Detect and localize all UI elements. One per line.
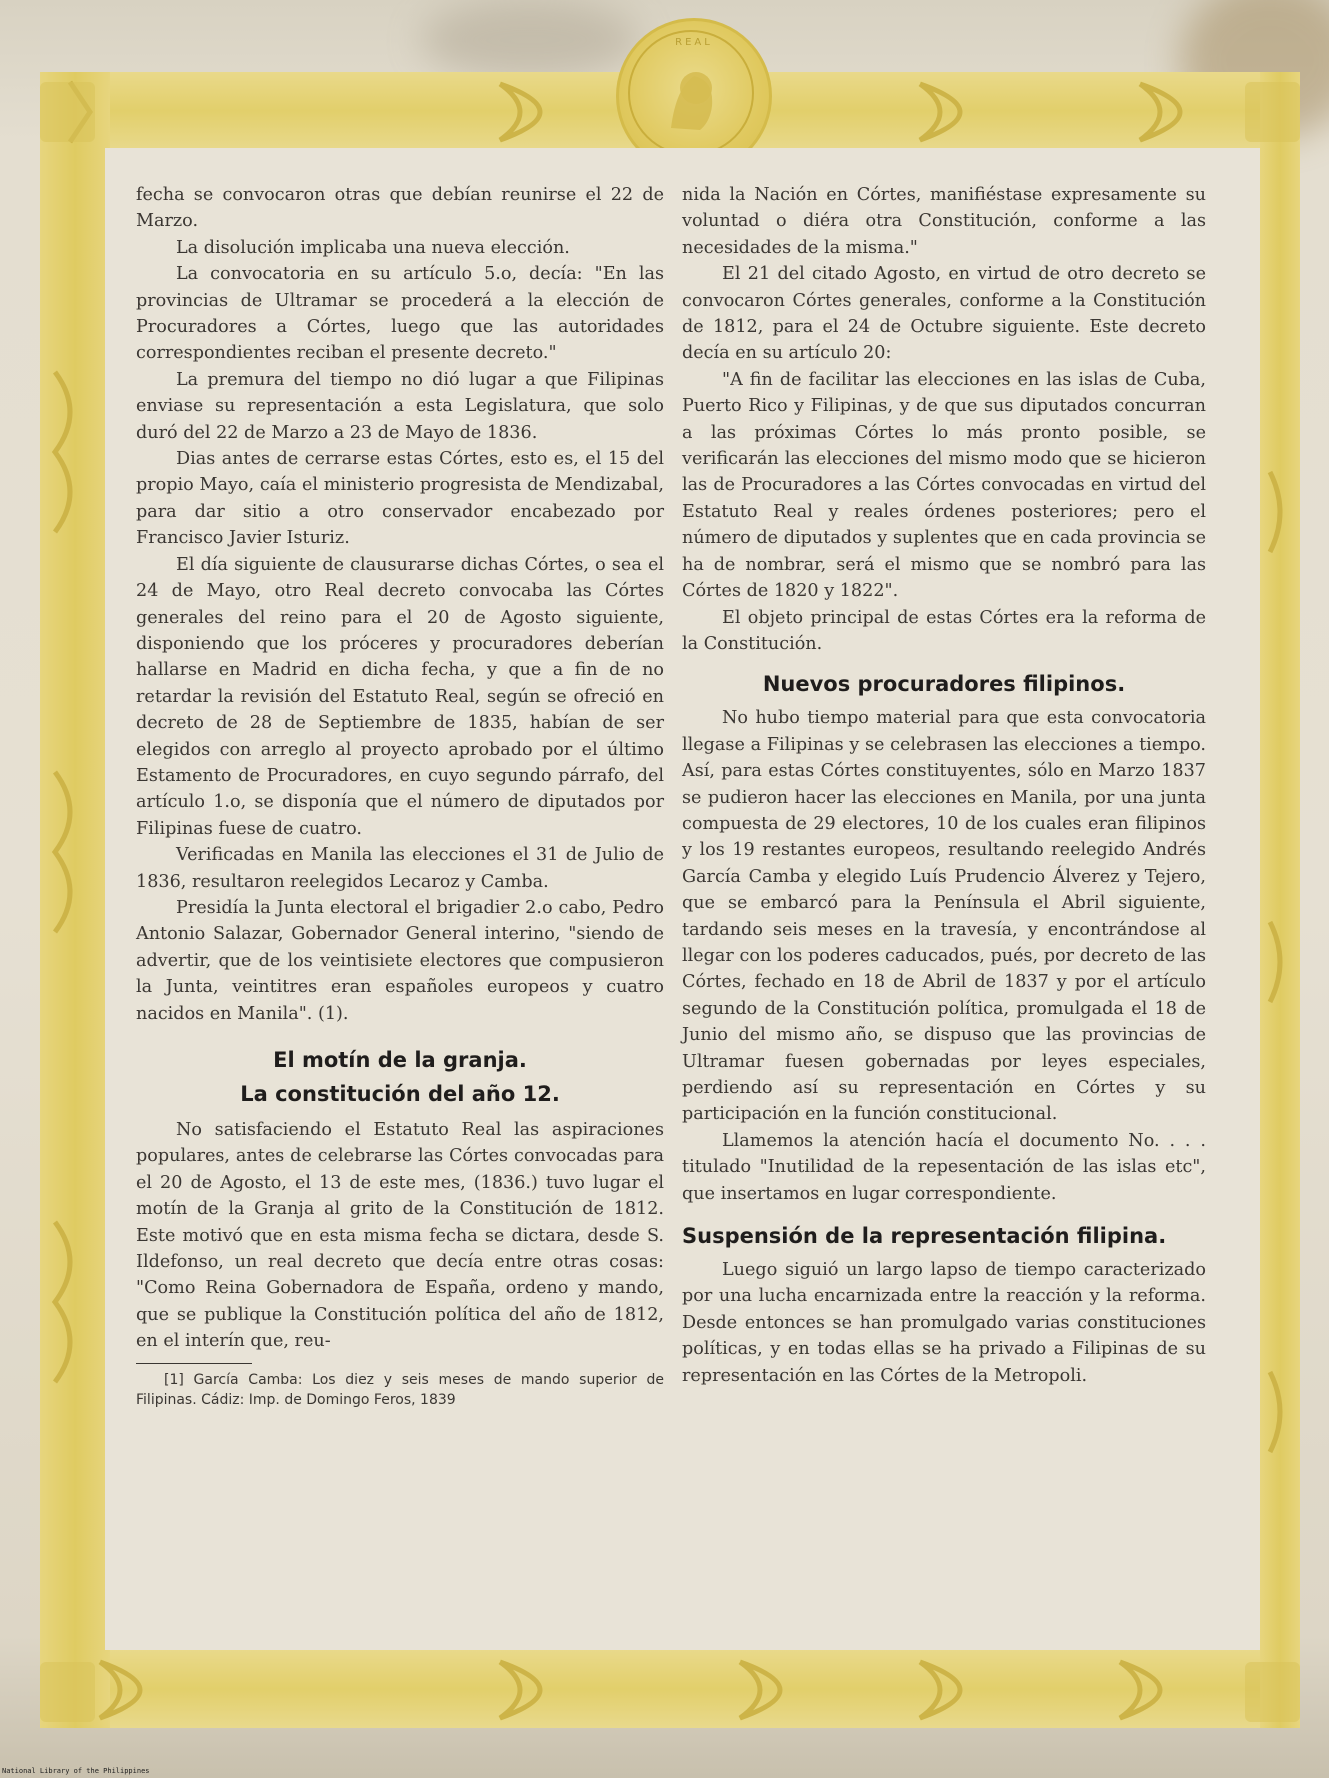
paragraph: fecha se convocaron otras que debían reunirse el 22 de Marzo.	[136, 185, 664, 232]
section-heading-constitucion: La constitución del año 12.	[240, 1082, 560, 1106]
portrait-icon	[616, 18, 766, 168]
paragraph: nida la Nación en Córtes, manifiéstase expresamente su voluntad o diéra otra Constitución, conforme a las necesidades de la misma."	[682, 185, 1206, 258]
section-heading-motin: El motín de la granja.	[273, 1048, 527, 1072]
footnote: [1] García Camba: Los diez y seis meses de mando superior de Filipinas. Cádiz: Imp. de Domingo Feros, 1839	[136, 1371, 664, 1408]
paragraph: Verificadas en Manila las elecciones el 31 de Julio de 1836, resultaron reelegidos Lecaroz y Camba.	[136, 845, 664, 892]
paragraph: El 21 del citado Agosto, en virtud de otro decreto se convocaron Córtes generales, conforme a la Constitución de 1812, para el 24 de Octubre siguiente. Este decreto decía en su artículo 20:	[682, 264, 1206, 364]
paragraph: Llamemos la atención hacía el documento No. . . . titulado "Inutilidad de la repesentación de las islas etc", que insertamos en lugar correspondiente.	[682, 1130, 1206, 1204]
paragraph: El objeto principal de estas Córtes era la reforma de la Constitución.	[682, 607, 1206, 654]
paper-stain	[420, 0, 640, 80]
section-heading-nuevos-procuradores: Nuevos procuradores filipinos.	[762, 672, 1126, 697]
section-nuevos-procuradores	[682, 705, 1206, 1207]
footnote-rule	[136, 1363, 252, 1364]
left-column	[136, 182, 664, 1410]
paragraph: La premura del tiempo no dió lugar a que Filipinas enviase su representación a esta Legislatura, que solo duró del 22 de Marzo a 23 de Mayo de 1836.	[136, 369, 664, 443]
medallion-inscription: REAL	[675, 37, 713, 48]
paragraph: No satisfaciendo el Estatuto Real las aspiraciones populares, antes de celebrarse las Córtes convocadas para el 20 de Agosto, el 13 de este mes, (1836.) tuvo lugar el motín de la Granja al grito de la Constitución de 1812. Este motivó que en esta misma fecha se dictara, desde S. Ildefonso, un real decreto que decía entre otras cosas: "Como Reina Gobernadora de España, ordeno y mando, que se publique la Constitución política del año de 1812, en el interín que, reu-	[136, 1120, 664, 1352]
paragraph: El día siguiente de clausurarse dichas Córtes, o sea el 24 de Mayo, otro Real decreto convocaba las Córtes generales del reino para el 20 de Agosto siguiente, disponiendo que los próceres y procuradores deberían hallarse en Madrid en dicha fecha, y que a fin de no retardar la revisión del Estatuto Real, según se ofreció en decreto de 28 de Septiembre de 1835, habían de ser elegidos con arreglo al proyecto aprobado por el último Estamento de Procuradores, en cuyo segundo párrafo, del artículo 1.o, se disponía que el número de diputados por Filipinas fuese de cuatro.	[136, 554, 664, 839]
paragraph: La disolución implicaba una nueva elección.	[176, 237, 570, 258]
right-paragraphs	[682, 182, 1206, 657]
paragraph: La convocatoria en su artículo 5.o, decía: "En las provincias de Ultramar se procederá a la elección de Procuradores a Córtes, luego que las autoridades correspondientes reciban el presente decreto."	[136, 264, 664, 364]
paragraph: Luego siguió un largo lapso de tiempo caracterizado por una lucha encarnizada entre la reacción y la reforma. Desde entonces se han promulgado varias constituciones políticas, y en todas ellas se ha privado a Filipinas de su representación en las Córtes de la Metropoli.	[682, 1260, 1206, 1386]
paragraph: Dias antes de cerrarse estas Córtes, esto es, el 15 del propio Mayo, caía el ministerio progresista de Mendizabal, para dar sitio a otro conservador encabezado por Francisco Javier Isturiz.	[136, 449, 664, 549]
section-heading-suspension: Suspensión de la representación filipina.	[682, 1224, 1167, 1249]
right-column	[682, 182, 1206, 1389]
left-paragraphs	[136, 182, 664, 1027]
library-credit: National Library of the Philippines	[2, 1767, 150, 1775]
paragraph: "A fin de facilitar las elecciones en las islas de Cuba, Puerto Rico y Filipinas, y de que sus diputados concurran a las próximas Córtes lo más pronto posible, se verificarán las elecciones del mismo modo que se hicieron las de Procuradores a las Córtes convocadas en virtud del Estatuto Real y reales órdenes posteriores; pero el número de diputados y suplentes que en cada provincia se ha de nombrar, será el mismo que se nombró para las Córtes de 1820 y 1822".	[682, 369, 1206, 602]
paragraph: No hubo tiempo material para que esta convocatoria llegase a Filipinas y se celebrasen las elecciones a tiempo. Así, para estas Córtes constituyentes, sólo en Marzo 1837 se pudieron hacer las elecciones en Manila, por una junta compuesta de 29 electores, 10 de los cuales eran filipinos y los 19 restantes europeos, resultando reelegido Andrés García Camba y elegido Luís Prudencio Álverez y Tejero, que se embarcó para la Península el Abril siguiente, tardando seis meses en la travesía, y encontrándose al llegar con los poderes caducados, pués, por decreto de las Córtes, fechado en 18 de Abril de 1837 y por el artículo segundo de la Constitución política, promulgada el 18 de Junio del mismo año, se dispuso que las provincias de Ultramar fuesen gobernadas por leyes especiales, perdiendo así su representación en Córtes y su participación en la función constitucional.	[682, 708, 1206, 1125]
paragraph: Presidía la Junta electoral el brigadier 2.o cabo, Pedro Antonio Salazar, Gobernador General interino, "siendo de advertir, que de los veintisiete electores que compusieron la Junta, veintitres eran españoles europeos y cuatro nacidos en Manila". (1).	[136, 897, 664, 1024]
